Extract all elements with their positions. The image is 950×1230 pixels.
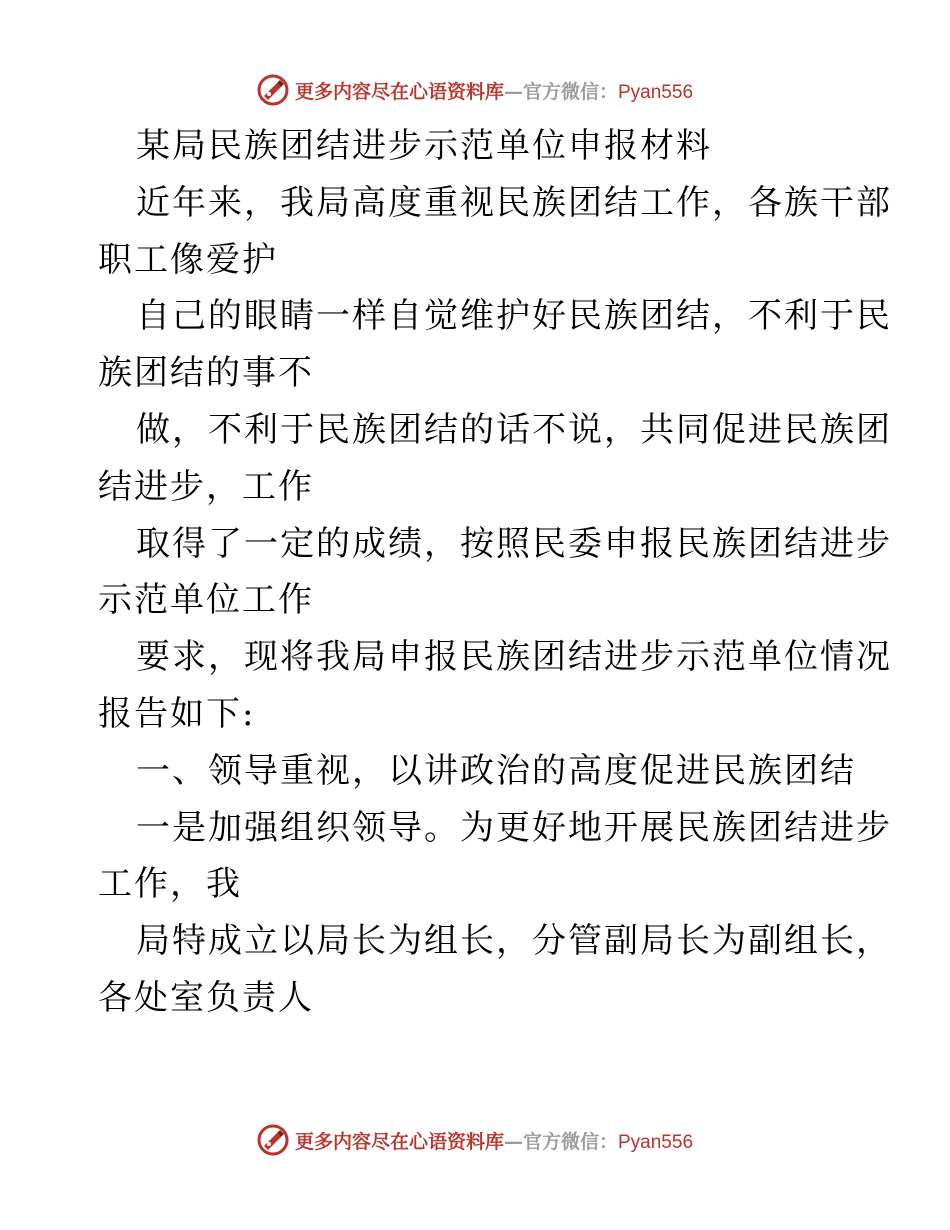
- paragraph-line: 自己的眼睛一样自觉维护好民族团结，不利于民: [136, 296, 892, 337]
- footer-banner-text: [295, 1127, 693, 1154]
- paragraph-line: 报告如下:: [98, 693, 256, 734]
- paragraph-line: 职工像爱护: [98, 239, 278, 280]
- footer-banner-main: 更多内容尽在心语资料库: [294, 1130, 504, 1153]
- paragraph-line: 示范单位工作: [98, 580, 314, 621]
- footer-banner-dash: —: [503, 1130, 523, 1153]
- header-banner-dash: —: [503, 80, 523, 103]
- pen-nib-logo-icon: [257, 1124, 289, 1156]
- document-body: [98, 118, 892, 1027]
- paragraph-line: 一、领导重视，以讲政治的高度促进民族团结: [136, 750, 856, 791]
- paragraph-line: 做，不利于民族团结的话不说，共同促进民族团: [136, 409, 892, 450]
- paragraph-line: 族团结的事不: [98, 353, 314, 394]
- paragraph-line: 各处室负责人: [98, 977, 314, 1018]
- footer-banner-official: 官方微信：: [522, 1130, 618, 1153]
- document-title: 某局民族团结进步示范单位申报材料: [136, 126, 712, 166]
- paragraph-line: 取得了一定的成绩，按照民委申报民族团结进步: [136, 523, 892, 564]
- paragraph-line: 结进步，工作: [98, 466, 314, 507]
- paragraph-line: 要求，现将我局申报民族团结进步示范单位情况: [136, 637, 892, 678]
- header-banner-text: [295, 77, 693, 104]
- header-banner-official: 官方微信：: [522, 80, 618, 103]
- pen-nib-logo-icon: [257, 74, 289, 106]
- paragraph-line: 工作，我: [98, 864, 242, 905]
- paragraph-line: 近年来，我局高度重视民族团结工作，各族干部: [136, 182, 892, 223]
- footer-banner-wechat-id: Pyan556: [618, 1131, 694, 1153]
- header-banner-main: 更多内容尽在心语资料库: [294, 80, 504, 103]
- header-banner-wechat-id: Pyan556: [618, 81, 694, 103]
- paragraph-line: 一是加强组织领导。为更好地开展民族团结进步: [136, 807, 892, 848]
- footer-banner: [0, 1120, 950, 1160]
- header-banner: [0, 70, 950, 110]
- paragraph-line: 局特成立以局长为组长，分管副局长为副组长，: [136, 921, 892, 962]
